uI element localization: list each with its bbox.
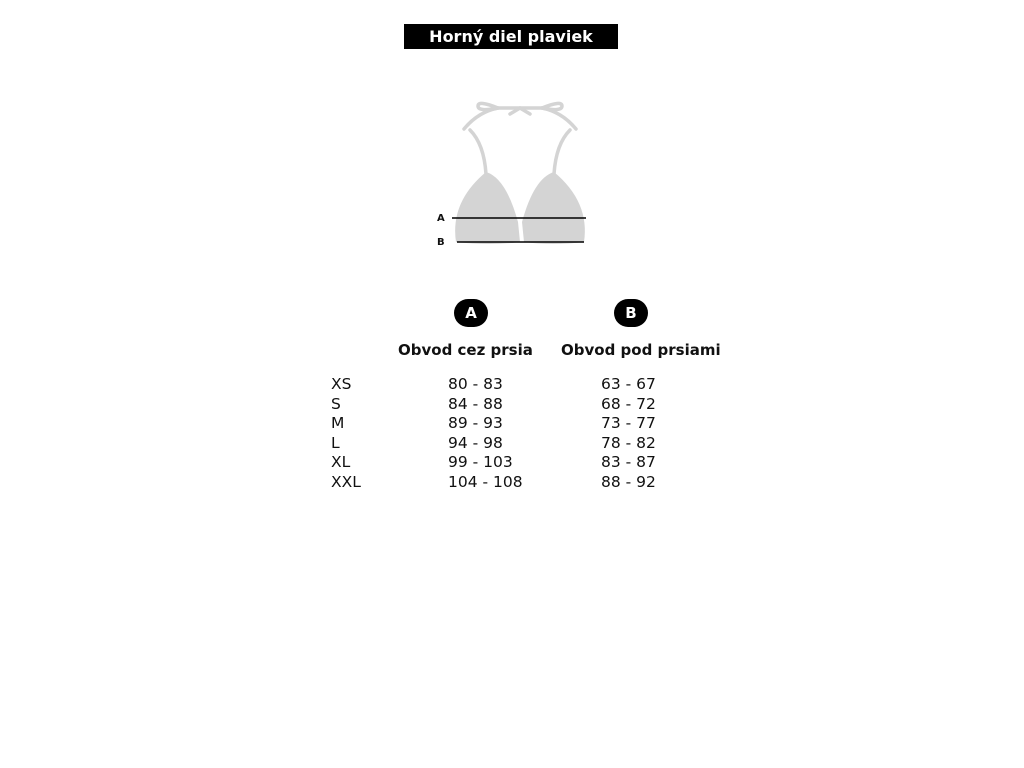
column-a-header: Obvod cez prsia — [398, 341, 533, 359]
column-a-badge: A — [454, 299, 488, 327]
bikini-cups — [455, 172, 585, 244]
page-title: Horný diel plaviek — [404, 24, 618, 49]
bust-cell: 99 - 103 — [448, 453, 513, 472]
underbust-cell: 63 - 67 — [601, 375, 656, 393]
size-cell: XXL — [331, 472, 361, 491]
bust-cell: 80 - 83 — [448, 375, 503, 393]
measure-label-b: B — [437, 237, 445, 248]
bust-cell: 84 - 88 — [448, 394, 503, 413]
right-cup — [522, 172, 585, 244]
underbust-cell: 73 - 77 — [601, 414, 656, 433]
underbust-cell: 78 - 82 — [601, 433, 656, 452]
bust-cell: 104 - 108 — [448, 472, 523, 491]
left-cup — [455, 172, 520, 244]
underbust-cell: 83 - 87 — [601, 453, 656, 472]
size-cell: L — [331, 433, 340, 452]
underbust-cell: 88 - 92 — [601, 472, 656, 491]
size-cell: M — [331, 414, 345, 433]
bust-cell: 89 - 93 — [448, 414, 503, 433]
column-b-header: Obvod pod prsiami — [561, 341, 721, 359]
bust-cell: 94 - 98 — [448, 433, 503, 452]
measure-label-a: A — [437, 213, 445, 224]
underbust-cell: 68 - 72 — [601, 394, 656, 413]
size-cell: S — [331, 394, 341, 413]
size-cell: XL — [331, 453, 351, 472]
halter-straps — [464, 103, 576, 174]
column-b-badge: B — [614, 299, 648, 327]
bikini-top-diagram — [430, 92, 600, 252]
size-cell: XS — [331, 375, 352, 393]
